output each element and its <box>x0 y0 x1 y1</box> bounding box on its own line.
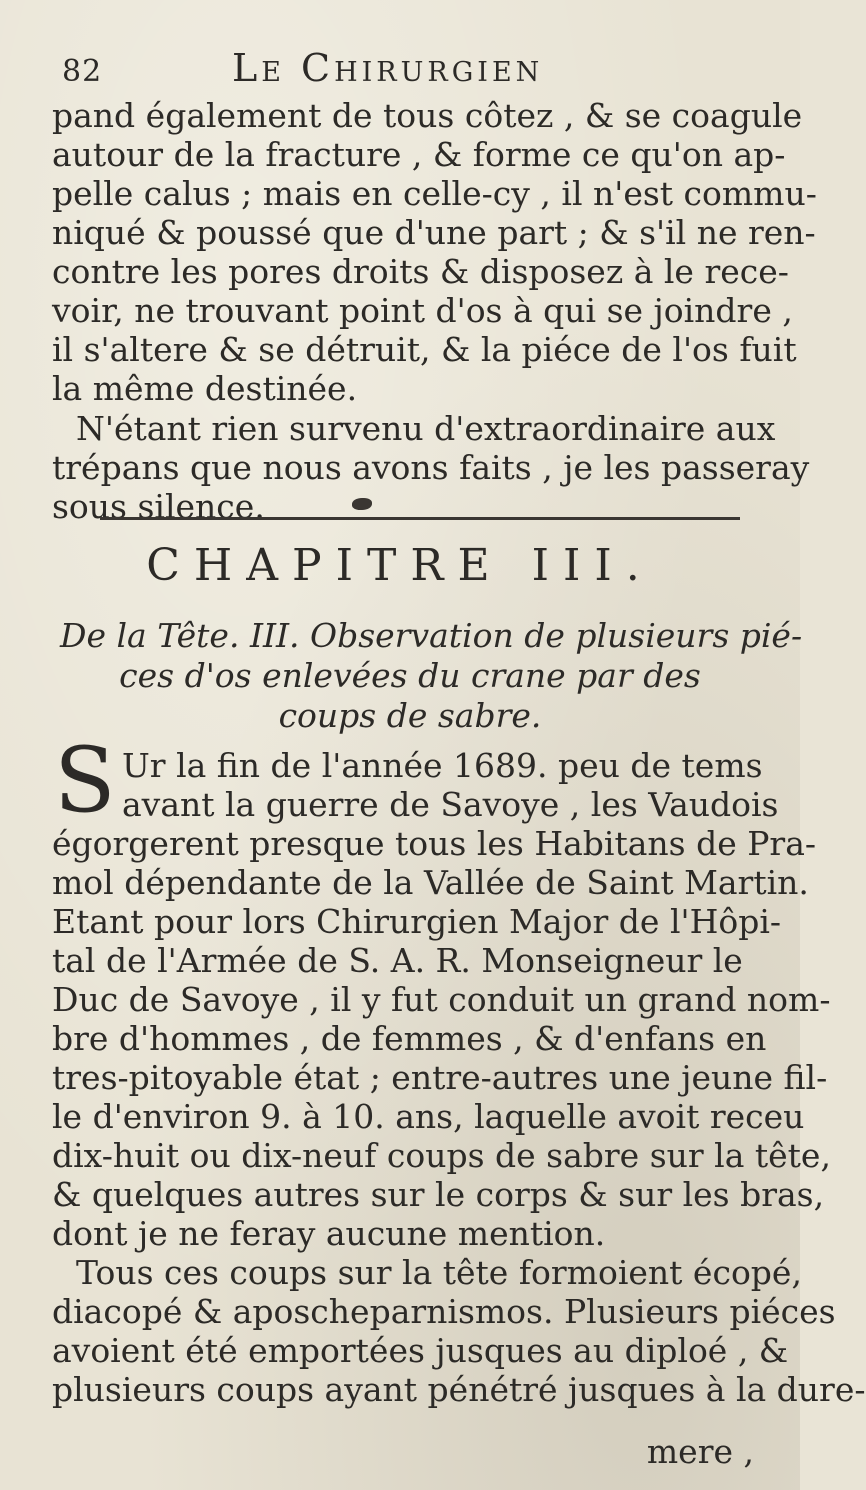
text-line: égorgerent presque tous les Habitans de Pra- <box>52 824 817 863</box>
catchword: mere , <box>646 1432 754 1471</box>
text-line: dont je ne feray aucune mention. <box>52 1214 606 1253</box>
text-line: tal de l'Armée de S. A. R. Monseigneur le <box>52 941 743 980</box>
text-line: bre d'hommes , de femmes , & d'enfans en <box>52 1019 767 1058</box>
text-line: avoient été emportées jusques au diploé , & <box>52 1331 789 1370</box>
subtitle-line: De la Tête. III. Observation de plusieurs pié- <box>60 616 803 655</box>
text-line: Ur la fin de l'année 1689. peu de tems <box>122 746 763 785</box>
drop-cap: S <box>54 728 116 833</box>
text-line: Tous ces coups sur la tête formoient écopé, <box>76 1253 802 1292</box>
subtitle-line: coups de sabre. <box>278 696 542 735</box>
text-line: avant la guerre de Savoye , les Vaudois <box>122 785 779 824</box>
text-line: trépans que nous avons faits , je les passeray <box>52 448 810 487</box>
subtitle-line: ces d'os enlevées du crane par des <box>119 656 701 695</box>
text-line: Etant pour lors Chirurgien Major de l'Hôpi- <box>52 902 782 941</box>
chapter-subtitle <box>60 616 803 736</box>
text-line: voir, ne trouvant point d'os à qui se joindre , <box>52 291 793 330</box>
text-line: tres-pitoyable état ; entre-autres une jeune fil- <box>52 1058 828 1097</box>
chapter-heading: CHAPITRE III. <box>146 540 654 591</box>
text-line: le d'environ 9. à 10. ans, laquelle avoit receu <box>52 1097 805 1136</box>
paragraph-2 <box>52 409 810 526</box>
text-line: & quelques autres sur le corps & sur les bras, <box>52 1175 825 1214</box>
text-line: mol dépendante de la Vallée de Saint Martin. <box>52 863 809 902</box>
text-line: pelle calus ; mais en celle-cy , il n'est commu- <box>52 174 817 213</box>
text-line: il s'altere & se détruit, & la piéce de l'os fuit <box>52 330 797 369</box>
text-line: niqué & poussé que d'une part ; & s'il ne ren- <box>52 213 816 252</box>
text-line: diacopé & aposcheparnismos. Plusieurs piéces <box>52 1292 836 1331</box>
page-number: 82 <box>62 54 103 89</box>
text-line: Duc de Savoye , il y fut conduit un grand nom- <box>52 980 831 1019</box>
text-line: autour de la fracture , & forme ce qu'on ap- <box>52 135 786 174</box>
running-head <box>62 46 722 94</box>
text-line: dix-huit ou dix-neuf coups de sabre sur la tête, <box>52 1136 831 1175</box>
text-line: plusieurs coups ayant pénétré jusques à la dure- <box>52 1370 866 1409</box>
text-line: sous silence. <box>52 487 265 526</box>
ornament-mark <box>352 498 372 510</box>
paragraph-3 <box>52 728 866 1409</box>
text-line: la même destinée. <box>52 369 358 408</box>
running-title: Le Chirurgien <box>232 46 544 90</box>
paragraph-1 <box>52 96 817 408</box>
text-line: pand également de tous côtez , & se coagule <box>52 96 803 135</box>
text-line: contre les pores droits & disposez à le rece- <box>52 252 789 291</box>
section-divider <box>100 517 740 520</box>
text-line: N'étant rien survenu d'extraordinaire aux <box>76 409 776 448</box>
